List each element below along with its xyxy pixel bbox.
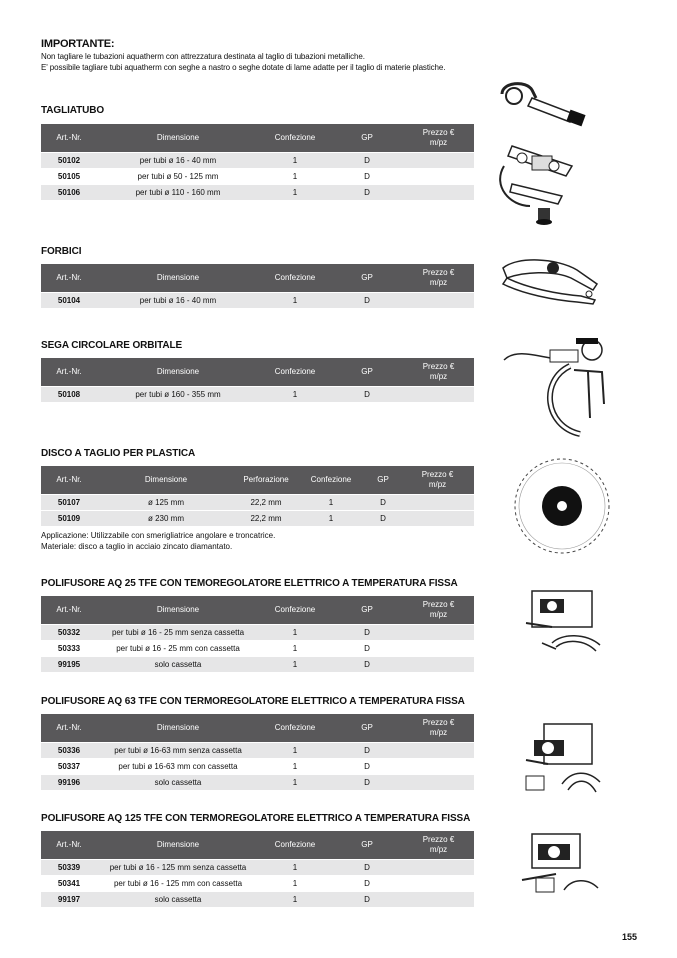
cutting-disc-image xyxy=(512,456,612,556)
cell-confezione: 1 xyxy=(259,876,331,892)
table-forbici xyxy=(41,264,474,308)
cell-prezzo xyxy=(403,743,474,759)
table-row xyxy=(41,495,474,511)
orbital-saw-image xyxy=(500,330,610,442)
cell-gp: D xyxy=(331,625,403,641)
header-dimensione: Dimensione xyxy=(97,124,259,153)
cell-prezzo xyxy=(403,185,474,201)
header-prezzo xyxy=(403,714,474,743)
cell-dimensione: per tubi ø 16 - 40 mm xyxy=(97,293,259,309)
header-art: Art.-Nr. xyxy=(41,466,97,495)
cell-art: 99195 xyxy=(41,657,97,673)
table-row xyxy=(41,625,474,641)
header-prezzo xyxy=(403,596,474,625)
section-title-disco: DISCO A TAGLIO PER PLASTICA xyxy=(41,448,196,459)
cell-dimensione: ø 125 mm xyxy=(97,495,235,511)
section-title-tagliatubo: TAGLIATUBO xyxy=(41,105,105,116)
header-prezzo xyxy=(403,358,474,387)
cell-art: 50339 xyxy=(41,860,97,876)
cell-prezzo xyxy=(403,641,474,657)
cell-confezione: 1 xyxy=(259,743,331,759)
table-row xyxy=(41,511,474,527)
header-prezzo-line1: Prezzo € xyxy=(422,268,455,277)
important-title: IMPORTANTE: xyxy=(41,38,115,50)
cell-gp: D xyxy=(331,860,403,876)
cell-confezione: 1 xyxy=(259,775,331,791)
table-aq125 xyxy=(41,831,474,907)
header-prezzo-line2: m/pz xyxy=(429,138,448,147)
header-perforazione: Perforazione xyxy=(235,466,297,495)
table-sega xyxy=(41,358,474,402)
section-title-sega: SEGA CIRCOLARE ORBITALE xyxy=(41,340,183,351)
header-prezzo-line1: Prezzo € xyxy=(422,128,455,137)
scissors-image xyxy=(497,254,603,306)
table-row xyxy=(41,293,474,309)
header-confezione: Confezione xyxy=(259,831,331,860)
header-art: Art.-Nr. xyxy=(41,124,97,153)
cell-confezione: 1 xyxy=(259,892,331,908)
table-row xyxy=(41,743,474,759)
cell-confezione: 1 xyxy=(259,641,331,657)
header-dimensione: Dimensione xyxy=(97,831,259,860)
important-line-2: E' possibile tagliare tubi aquatherm con seghe a nastro o seghe dotate di lame adatte per il taglio di materie plastiche. xyxy=(41,63,446,72)
welder-kit-aq63-image xyxy=(512,720,604,800)
header-art: Art.-Nr. xyxy=(41,358,97,387)
cell-gp: D xyxy=(365,511,401,527)
page-number: 155 xyxy=(622,932,638,942)
cell-perforazione: 22,2 mm xyxy=(235,511,297,527)
header-prezzo-line2: m/pz xyxy=(428,480,447,489)
cell-art: 50336 xyxy=(41,743,97,759)
header-prezzo-line2: m/pz xyxy=(429,278,448,287)
cell-prezzo xyxy=(403,153,474,169)
cell-confezione: 1 xyxy=(259,657,331,673)
pipe-cutter-large-image xyxy=(492,136,587,228)
cell-art: 50107 xyxy=(41,495,97,511)
cell-prezzo xyxy=(403,759,474,775)
table-row xyxy=(41,657,474,673)
header-prezzo xyxy=(403,831,474,860)
cell-dimensione: solo cassetta xyxy=(97,775,259,791)
cell-gp: D xyxy=(331,759,403,775)
cell-art: 99196 xyxy=(41,775,97,791)
table-row xyxy=(41,860,474,876)
header-prezzo-line1: Prezzo € xyxy=(422,362,455,371)
cell-gp: D xyxy=(331,185,403,201)
table-row xyxy=(41,775,474,791)
table-row xyxy=(41,185,474,201)
cell-dimensione: per tubi ø 16-63 mm con cassetta xyxy=(97,759,259,775)
header-art: Art.-Nr. xyxy=(41,714,97,743)
section-title-aq63: POLIFUSORE AQ 63 TFE CON TERMOREGOLATORE ELETTRICO A TEMPERATURA FISSA xyxy=(41,696,465,707)
cell-art: 50104 xyxy=(41,293,97,309)
cell-dimensione: per tubi ø 16 - 125 mm con cassetta xyxy=(97,876,259,892)
header-prezzo-line1: Prezzo € xyxy=(422,835,455,844)
table-row xyxy=(41,759,474,775)
section-title-forbici: FORBICI xyxy=(41,246,82,257)
header-confezione: Confezione xyxy=(259,264,331,293)
cell-gp: D xyxy=(331,641,403,657)
cell-art: 50337 xyxy=(41,759,97,775)
cell-gp: D xyxy=(331,387,403,403)
table-aq63 xyxy=(41,714,474,790)
section-title-aq125: POLIFUSORE AQ 125 TFE CON TERMOREGOLATORE ELETTRICO A TEMPERATURA FISSA xyxy=(41,813,471,824)
header-prezzo xyxy=(401,466,474,495)
cell-gp: D xyxy=(365,495,401,511)
header-gp: GP xyxy=(331,831,403,860)
important-line-1: Non tagliare le tubazioni aquatherm con attrezzatura destinata al taglio di tubazioni metalliche. xyxy=(41,52,365,61)
header-art: Art.-Nr. xyxy=(41,831,97,860)
disco-note-material: Materiale: disco a taglio in acciaio zincato diamantato. xyxy=(41,542,233,551)
header-confezione: Confezione xyxy=(259,596,331,625)
cell-dimensione: per tubi ø 16 - 125 mm senza cassetta xyxy=(97,860,259,876)
pipe-cutter-small-image xyxy=(492,76,592,136)
cell-confezione: 1 xyxy=(259,185,331,201)
cell-art: 50105 xyxy=(41,169,97,185)
header-gp: GP xyxy=(365,466,401,495)
cell-art: 50341 xyxy=(41,876,97,892)
cell-art: 50333 xyxy=(41,641,97,657)
header-art: Art.-Nr. xyxy=(41,596,97,625)
cell-confezione: 1 xyxy=(259,860,331,876)
cell-prezzo xyxy=(403,625,474,641)
cell-confezione: 1 xyxy=(259,759,331,775)
cell-dimensione: per tubi ø 16 - 25 mm senza cassetta xyxy=(97,625,259,641)
cell-prezzo xyxy=(401,495,474,511)
cell-prezzo xyxy=(403,876,474,892)
header-prezzo-line1: Prezzo € xyxy=(421,470,454,479)
cell-prezzo xyxy=(403,657,474,673)
header-gp: GP xyxy=(331,358,403,387)
table-row xyxy=(41,153,474,169)
cell-prezzo xyxy=(403,775,474,791)
cell-confezione: 1 xyxy=(259,169,331,185)
header-prezzo-line2: m/pz xyxy=(429,610,448,619)
welder-kit-aq25-image xyxy=(512,583,602,665)
section-title-aq25: POLIFUSORE AQ 25 TFE CON TEMOREGOLATORE ELETTRICO A TEMPERATURA FISSA xyxy=(41,578,458,589)
header-dimensione: Dimensione xyxy=(97,596,259,625)
cell-prezzo xyxy=(403,293,474,309)
cell-dimensione: per tubi ø 50 - 125 mm xyxy=(97,169,259,185)
cell-prezzo xyxy=(403,860,474,876)
header-prezzo-line1: Prezzo € xyxy=(422,600,455,609)
cell-gp: D xyxy=(331,743,403,759)
cell-art: 50102 xyxy=(41,153,97,169)
table-row xyxy=(41,169,474,185)
cell-prezzo xyxy=(403,169,474,185)
header-art: Art.-Nr. xyxy=(41,264,97,293)
header-prezzo-line2: m/pz xyxy=(429,372,448,381)
header-gp: GP xyxy=(331,714,403,743)
header-confezione: Confezione xyxy=(259,714,331,743)
header-dimensione: Dimensione xyxy=(97,714,259,743)
cell-art: 50108 xyxy=(41,387,97,403)
header-dimensione: Dimensione xyxy=(97,466,235,495)
cell-gp: D xyxy=(331,876,403,892)
welder-kit-aq125-image xyxy=(512,830,602,902)
cell-confezione: 1 xyxy=(259,153,331,169)
cell-art: 99197 xyxy=(41,892,97,908)
cell-dimensione: ø 230 mm xyxy=(97,511,235,527)
header-dimensione: Dimensione xyxy=(97,358,259,387)
cell-gp: D xyxy=(331,775,403,791)
header-confezione: Confezione xyxy=(259,358,331,387)
header-gp: GP xyxy=(331,596,403,625)
header-prezzo-line2: m/pz xyxy=(429,728,448,737)
cell-confezione: 1 xyxy=(259,387,331,403)
cell-gp: D xyxy=(331,657,403,673)
cell-gp: D xyxy=(331,169,403,185)
header-dimensione: Dimensione xyxy=(97,264,259,293)
table-aq25 xyxy=(41,596,474,672)
table-row xyxy=(41,876,474,892)
table-row xyxy=(41,387,474,403)
cell-gp: D xyxy=(331,293,403,309)
header-prezzo xyxy=(403,124,474,153)
cell-art: 50106 xyxy=(41,185,97,201)
cell-dimensione: per tubi ø 110 - 160 mm xyxy=(97,185,259,201)
cell-prezzo xyxy=(403,387,474,403)
cell-dimensione: solo cassetta xyxy=(97,892,259,908)
cell-gp: D xyxy=(331,892,403,908)
disco-note-application: Applicazione: Utilizzabile con smerigliatrice angolare e troncatrice. xyxy=(41,531,276,540)
header-confezione: Confezione xyxy=(259,124,331,153)
header-prezzo-line1: Prezzo € xyxy=(422,718,455,727)
cell-perforazione: 22,2 mm xyxy=(235,495,297,511)
cell-prezzo xyxy=(401,511,474,527)
cell-prezzo xyxy=(403,892,474,908)
header-gp: GP xyxy=(331,124,403,153)
header-prezzo xyxy=(403,264,474,293)
cell-gp: D xyxy=(331,153,403,169)
table-row xyxy=(41,641,474,657)
table-disco xyxy=(41,466,474,526)
cell-dimensione: per tubi ø 16 - 25 mm con cassetta xyxy=(97,641,259,657)
table-row xyxy=(41,892,474,908)
cell-dimensione: per tubi ø 16 - 40 mm xyxy=(97,153,259,169)
cell-dimensione: solo cassetta xyxy=(97,657,259,673)
cell-art: 50332 xyxy=(41,625,97,641)
header-gp: GP xyxy=(331,264,403,293)
cell-dimensione: per tubi ø 16-63 mm senza cassetta xyxy=(97,743,259,759)
cell-confezione: 1 xyxy=(259,293,331,309)
cell-art: 50109 xyxy=(41,511,97,527)
cell-confezione: 1 xyxy=(297,495,365,511)
header-prezzo-line2: m/pz xyxy=(429,845,448,854)
cell-confezione: 1 xyxy=(259,625,331,641)
cell-confezione: 1 xyxy=(297,511,365,527)
cell-dimensione: per tubi ø 160 - 355 mm xyxy=(97,387,259,403)
header-confezione: Confezione xyxy=(297,466,365,495)
table-tagliatubo xyxy=(41,124,474,200)
